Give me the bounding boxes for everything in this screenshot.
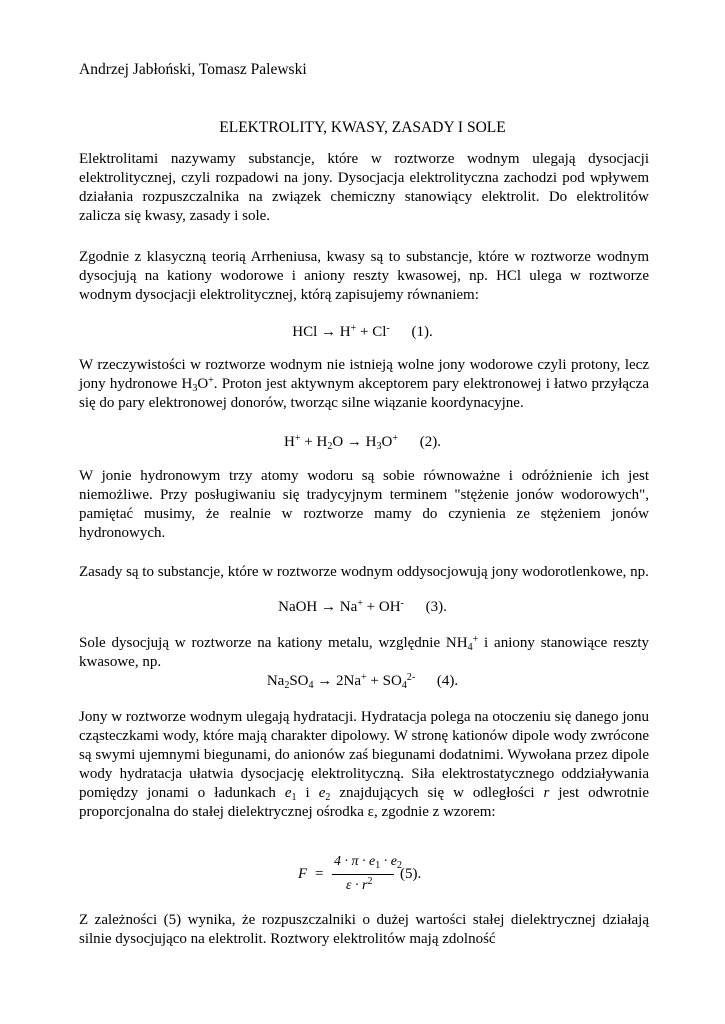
p6-sub: 4 (467, 642, 473, 653)
eq1-number: (1). (411, 324, 433, 340)
p3-text-b: . Proton jest aktywnym akceptorem pary elektronowej i łatwo przyłącza się do pary elektronowej donorów, tworząc silne wiązanie koordynacyjne. (79, 376, 649, 411)
eq5-denominator-main: ε · r (346, 878, 368, 893)
eq5-numerator (334, 852, 402, 871)
eq5-numerator-sub2: 2 (396, 860, 402, 871)
eq5-denominator (346, 876, 372, 895)
paragraph-hydronium (79, 356, 649, 413)
eq5-numerator-mid: · e (380, 854, 397, 869)
p3-text-a: W rzeczywistości w roztworze wodnym nie istnieją wolne jony wodorowe czyli protony, lecz jony hydronowe H (79, 357, 649, 392)
eq2-number: (2). (419, 434, 441, 450)
authors-line: Andrzej Jabłoński, Tomasz Palewski (79, 61, 307, 78)
eq4-so-b-charge: 2- (406, 672, 416, 683)
paragraph-electrolytes: Elektrolitami nazywamy substancje, które w roztworze wodnym ulegają dysocjacji elektrolitycznej, czyli rozpadowi na jony. Dysocjacja elektrolityczna zachodzi pod wpływem działania rozpuszczalnika na związek chemiczny stanowiący elektrolit. Do elektrolitów zalicza się kwasy, zasady i sole. (79, 151, 649, 224)
equation-2 (0, 433, 725, 452)
eq1-cl-charge: - (386, 323, 390, 334)
equation-1 (0, 323, 725, 342)
eq5-equals: = (315, 866, 324, 882)
p7-and: i (296, 785, 319, 801)
eq2-arrow: → (346, 434, 362, 450)
eq3-na-charge: + (357, 598, 363, 609)
eq4-2na: 2Na (336, 673, 362, 689)
eq4-so-b: SO (382, 673, 402, 689)
paragraph-bases: Zasady są to substancje, które w roztworze wodnym oddysocjowują jony wodorotlenkowe, np. (79, 564, 649, 580)
eq2-plus: + (304, 434, 313, 450)
eq5-numerator-main: 4 · π · e (334, 854, 376, 869)
p7-text-b: znajdujących się w odległości (330, 785, 544, 801)
p3-sup: + (208, 375, 214, 386)
eq4-na-charge: + (361, 672, 367, 683)
eq3-na: Na (339, 599, 358, 615)
eq3-number: (3). (425, 599, 447, 615)
eq4-so-sub: 4 (308, 680, 314, 691)
p6-text-a: Sole dysocjują w roztworze na kationy metalu, względnie NH (79, 635, 468, 651)
eq2-h3o-h: H (365, 434, 377, 450)
eq4-na: Na (266, 673, 285, 689)
p7-e2-sub: 2 (325, 792, 331, 803)
eq2-h3o-sub: 3 (376, 441, 382, 452)
eq5-numerator-sub1: 1 (375, 860, 381, 871)
p6-text-b: i aniony stanowiące reszty kwasowe, np. (79, 635, 649, 670)
eq3-oh-charge: - (400, 598, 404, 609)
eq3-arrow: → (321, 599, 337, 615)
equation-3 (0, 598, 725, 617)
eq3-plus: + (366, 599, 376, 615)
eq2-h3o-o: O (381, 434, 393, 450)
eq1-arrow: → (321, 324, 337, 340)
paragraph-conclusion: Z zależności (5) wynika, że rozpuszczalniki o dużej wartości stałej dielektrycznej działają silnie dysocjująco na elektrolit. Roztwory elektrolitów mają zdolność (79, 912, 649, 947)
p6-sup: + (472, 634, 479, 645)
eq3-oh: OH (378, 599, 401, 615)
eq1-plus: + (360, 324, 369, 340)
eq2-h2o-sub: 2 (327, 441, 333, 452)
paragraph-hydration (79, 708, 649, 822)
eq4-so-b-sub: 4 (401, 680, 407, 691)
eq2-h3o-charge: + (392, 433, 398, 444)
paragraph-salts (79, 634, 649, 672)
eq4-number: (4). (436, 673, 459, 689)
paragraph-arrhenius: Zgodnie z klasyczną teorią Arrheniusa, kwasy są to substancje, które w roztworze wodnym dysocjują na kationy wodorowe i aniony reszty kwasowej, np. HCl ulega w roztworze wodnym dysocjacji elektrolitycznej, którą zapisujemy równaniem: (79, 249, 649, 303)
p7-text-c: jest odwrotnie proporcjonalna do stałej dielektrycznej ośrodka ε, zgodnie z wzorem: (79, 785, 650, 820)
eq4-so: SO (289, 673, 309, 689)
eq3-lhs: NaOH (278, 599, 318, 615)
eq1-lhs: HCl (292, 324, 318, 340)
eq4-plus: + (370, 673, 379, 689)
eq5-number: (5). (400, 866, 422, 882)
p7-e1-sub: 1 (291, 792, 297, 803)
eq5-lhs: F (298, 866, 308, 882)
eq2-h-charge: + (294, 433, 301, 444)
p7-r: r (543, 785, 550, 801)
p3-sub: 3 (192, 383, 198, 394)
eq5-denominator-sup: 2 (367, 876, 373, 887)
eq4-na-sub: 2 (284, 680, 290, 691)
eq4-arrow: → (317, 673, 333, 689)
equation-4 (0, 672, 725, 691)
eq2-h2o-o: O (332, 434, 344, 450)
document-title: ELEKTROLITY, KWASY, ZASADY I SOLE (219, 119, 506, 136)
eq1-h-charge: + (350, 323, 357, 334)
paragraph-hydronium-ion: W jonie hydronowym trzy atomy wodoru są sobie równoważne i odróżnienie ich jest niemożliwe. Przy posługiwaniu się tradycyjnym terminem "stężenie jonów wodorowych", pamiętać musimy, że realnie w roztworze mamy do czynienia ze stężeniem jonów hydronowych. (79, 468, 649, 541)
eq2-h2o-h: H (316, 434, 328, 450)
p7-e1: e (284, 785, 292, 801)
eq1-cl: Cl (372, 324, 387, 340)
p3-o: O (197, 376, 209, 392)
p7-text-a: Jony w roztworze wodnym ulegają hydratacji. Hydratacja polega na otoczeniu się danego jonu cząsteczkami wody, które mają charakter dipolowy. W stronę kationów dipole wody zwrócone są swymi ujemnymi biegunami, do anionów zaś biegunami dodatnimi. Wywołana przez dipole wody hydratacja ułatwia dysocjację elektrolityczną. Siła elektrostatycznego oddziaływania pomiędzy jonami o ładunkach (79, 709, 649, 801)
eq5-fraction-bar (332, 874, 394, 875)
eq1-h: H (339, 324, 351, 340)
eq2-h: H (284, 434, 295, 450)
p7-e2: e (318, 785, 326, 801)
